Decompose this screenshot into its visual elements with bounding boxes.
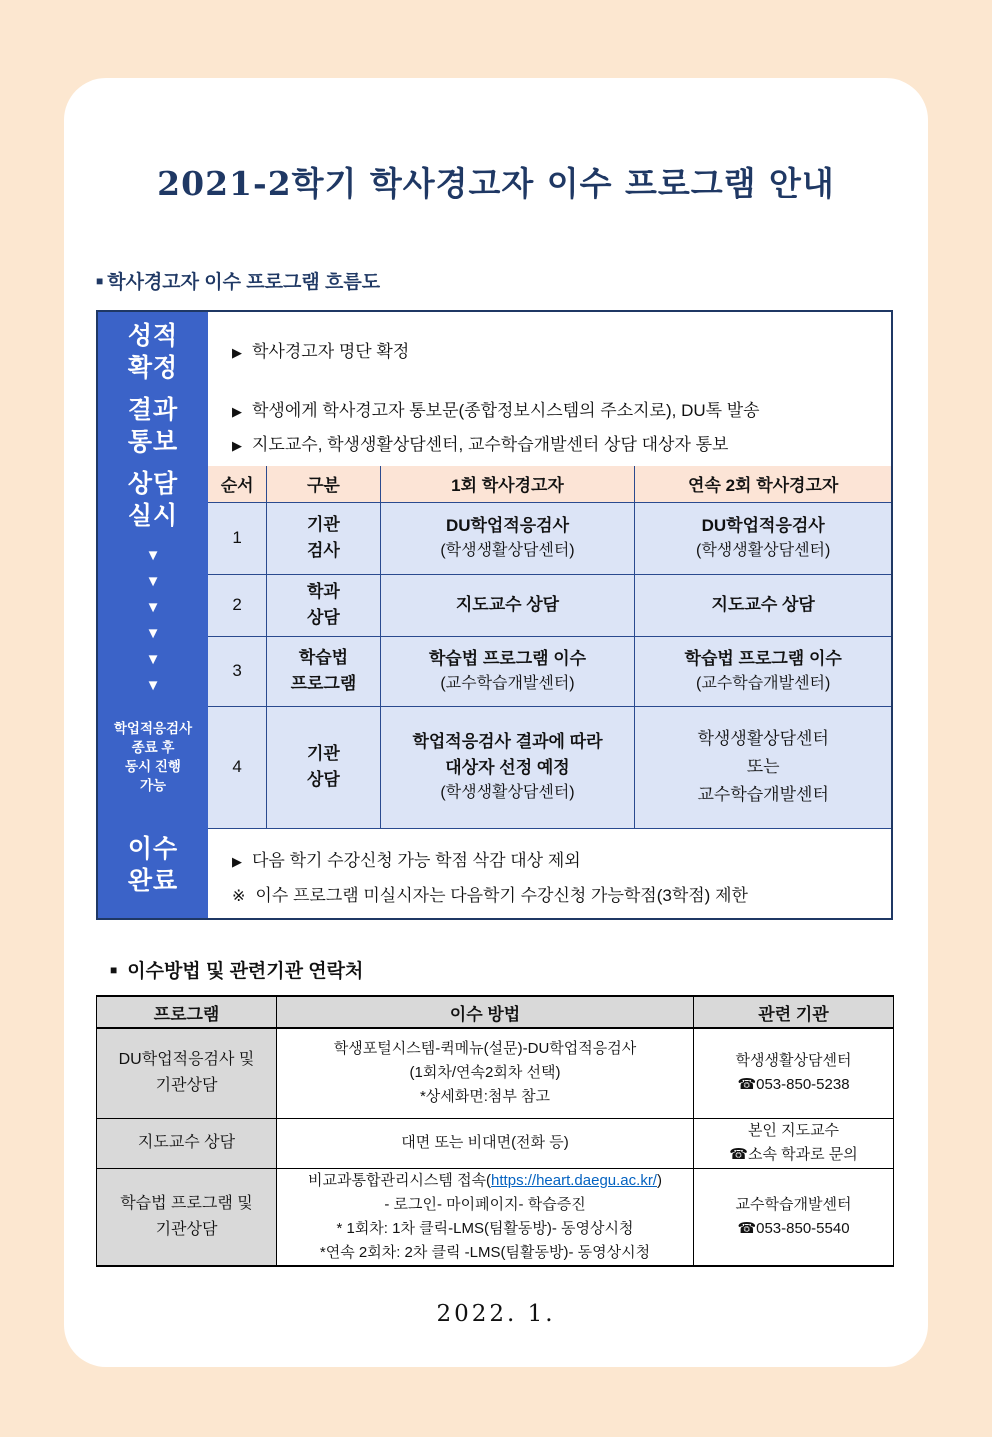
triangle-bullet-icon: ▶ xyxy=(232,404,242,419)
cell-category xyxy=(267,706,380,828)
col-header-organization: 관련 기관 xyxy=(694,996,894,1028)
cell-line: 프로그램 xyxy=(290,674,357,693)
cell-line: 기관 xyxy=(306,515,340,534)
cell-line: *상세화면:첨부 참고 xyxy=(419,1088,551,1106)
flow-step-label: 완료 xyxy=(127,867,179,895)
table-header-row xyxy=(97,996,894,1028)
cell-first-warning xyxy=(380,636,635,706)
org-phone-line: ☎053-850-5540 xyxy=(737,1219,850,1237)
arrow-down-icon: ▼ xyxy=(145,573,161,590)
cell-line: 교수학습개발센터 xyxy=(735,1195,852,1213)
cell-category xyxy=(267,636,380,706)
cell-line: DU학업적응검사 xyxy=(701,516,825,535)
document-date: 2022. 1. xyxy=(436,1301,556,1327)
flow-item-text: 지도교수, 학생생활상담센터, 교수학습개발센터 상담 대상자 통보 xyxy=(252,435,729,454)
flow-step-label: 결과 xyxy=(127,396,179,424)
table-header-row xyxy=(208,466,891,502)
flow-item-text: 다음 학기 수강신청 가능 학점 삭감 대상 제외 xyxy=(252,850,581,870)
table-row xyxy=(97,1028,894,1118)
table-row xyxy=(208,706,891,828)
table-row xyxy=(97,1168,894,1266)
flow-section-heading xyxy=(96,267,896,294)
cell-first-warning xyxy=(380,706,635,828)
flow-content xyxy=(208,312,891,918)
cell-second-warning xyxy=(635,574,891,636)
flow-step-complete xyxy=(128,833,178,897)
flow-block-result-notice xyxy=(208,387,891,464)
document-page xyxy=(64,78,928,1367)
org-phone-line: ☎053-850-5238 xyxy=(737,1076,850,1094)
cell-order: 2 xyxy=(208,574,267,636)
cell-method xyxy=(277,1028,694,1118)
cell-line: 학습법 프로그램 이수 xyxy=(684,649,842,668)
triangle-bullet-icon: ▶ xyxy=(232,853,242,869)
flow-section-heading-label: 학사경고자 이수 프로그램 흐름도 xyxy=(107,272,381,293)
cell-line-with-link xyxy=(277,1169,693,1193)
cell-line: 대면 또는 비대면(전화 등) xyxy=(401,1134,569,1151)
flowchart-table xyxy=(96,310,893,920)
triangle-bullet-icon: ▶ xyxy=(232,345,242,360)
cell-second-warning xyxy=(635,636,891,706)
flow-sidebar-note-line: 가능 xyxy=(139,778,167,793)
contact-section-heading-label: 이수방법 및 관련기관 연락처 xyxy=(127,961,364,982)
cell-line: 학생생활상담센터 xyxy=(697,729,829,748)
cell-line: (교수학습개발센터) xyxy=(440,675,575,692)
cell-line: 대상자 선정 예정 xyxy=(445,758,570,777)
flow-item-text: 학생에게 학사경고자 통보문(종합정보시스템의 주소지로), DU톡 발송 xyxy=(252,401,760,420)
cell-organization xyxy=(694,1168,894,1266)
flow-sidebar-note-line: 학업적응검사 xyxy=(113,721,193,736)
cell-line: 학습법 프로그램 이수 xyxy=(428,649,587,668)
cell-order: 4 xyxy=(208,706,267,828)
flow-item-text: 이수 프로그램 미실시자는 다음학기 수강신청 가능학점(3학점) 제한 xyxy=(255,885,748,905)
cell-line: 기관상담 xyxy=(155,1220,218,1238)
page-title: 2021-2학기 학사경고자 이수 프로그램 안내 xyxy=(157,164,835,203)
org-phone-line: ☎소속 학과로 문의 xyxy=(729,1146,858,1163)
cell-line: - 로그인- 마이페이지- 학습증진 xyxy=(384,1195,586,1213)
cell-line: * 1회차: 1차 클릭-LMS(팀활동방)- 동영상시청 xyxy=(336,1219,634,1237)
cell-order: 3 xyxy=(208,636,267,706)
flow-sidebar-note xyxy=(114,719,192,795)
flow-sidebar-note-line: 동시 진행 xyxy=(125,759,181,774)
cell-organization xyxy=(694,1118,894,1168)
col-header-category: 구분 xyxy=(267,466,380,502)
flow-item xyxy=(232,337,409,362)
table-row xyxy=(208,636,891,706)
cell-line: 지도교수 상담 xyxy=(711,595,815,614)
arrow-down-icon: ▼ xyxy=(145,547,161,564)
counsel-schedule-table xyxy=(208,466,891,829)
cell-line: (교수학습개발센터) xyxy=(696,675,831,692)
cell-line: 기관 xyxy=(306,744,340,763)
cell-line: 본인 지도교수 xyxy=(747,1122,840,1139)
cell-category xyxy=(267,502,380,574)
flow-step-result-notice xyxy=(128,394,178,458)
flow-step-label: 이수 xyxy=(127,835,179,863)
square-bullet-icon: ■ xyxy=(110,962,118,977)
contact-table xyxy=(96,995,894,1267)
col-header-method: 이수 방법 xyxy=(277,996,694,1028)
flow-step-label: 상담 xyxy=(127,470,179,498)
cell-line: 지도교수 상담 xyxy=(455,595,560,614)
cell-line: 학생생활상담센터 xyxy=(735,1052,852,1070)
cell-second-warning xyxy=(635,502,891,574)
cell-line: (학생생활상담센터) xyxy=(440,784,575,801)
cell-line: (학생생활상담센터) xyxy=(696,542,831,559)
flow-step-counsel xyxy=(128,468,178,532)
col-header-first-warning: 1회 학사경고자 xyxy=(380,466,635,502)
cell-method xyxy=(277,1118,694,1168)
table-row xyxy=(208,574,891,636)
col-header-program: 프로그램 xyxy=(97,996,277,1028)
table-row xyxy=(97,1118,894,1168)
flow-step-label: 실시 xyxy=(127,502,179,530)
arrow-down-icon: ▼ xyxy=(145,625,161,642)
cell-second-warning xyxy=(635,706,891,828)
flow-item xyxy=(232,881,891,906)
link-prefix-text: 비교과통합관리시스템 접속( xyxy=(308,1171,492,1189)
square-bullet-icon: ■ xyxy=(96,273,104,288)
arrow-down-icon: ▼ xyxy=(145,677,161,694)
cell-line: 검사 xyxy=(306,541,340,560)
cell-line: 지도교수 상담 xyxy=(137,1134,236,1151)
cell-organization xyxy=(694,1028,894,1118)
cell-line: 상담 xyxy=(306,608,340,627)
flow-item-text: 학사경고자 명단 확정 xyxy=(252,342,410,361)
cell-line: DU학업적응검사 xyxy=(445,516,570,535)
cell-first-warning xyxy=(380,574,635,636)
cell-line: 학습법 xyxy=(298,648,349,667)
flow-step-label: 통보 xyxy=(127,428,179,456)
triangle-bullet-icon: ▶ xyxy=(232,438,242,453)
cell-line: 또는 xyxy=(746,757,780,776)
flow-step-grade-confirm xyxy=(128,320,178,384)
arrow-down-icon: ▼ xyxy=(145,651,161,668)
cell-line: 학생포털시스템-퀵메뉴(설문)-DU학업적응검사 xyxy=(333,1040,637,1058)
cell-program xyxy=(97,1118,277,1168)
cell-line: (1회차/연속2회차 선택) xyxy=(409,1064,561,1082)
cell-category xyxy=(267,574,380,636)
flow-step-label: 성적 xyxy=(127,322,179,350)
cell-line: *연속 2회차: 2차 클릭 -LMS(팀활동방)- 동영상시청 xyxy=(319,1243,651,1261)
flow-block-grade-confirm xyxy=(208,312,891,387)
cell-order: 1 xyxy=(208,502,267,574)
heart-system-link[interactable]: https://heart.daegu.ac.kr/ xyxy=(491,1171,657,1189)
col-header-second-warning: 연속 2회 학사경고자 xyxy=(635,466,891,502)
reference-mark-icon: ※ xyxy=(232,887,246,905)
flow-sidebar-note-line: 종료 후 xyxy=(131,740,175,755)
flow-step-label: 확정 xyxy=(127,354,179,382)
table-row xyxy=(208,502,891,574)
flow-item xyxy=(232,430,891,455)
contact-section-heading xyxy=(96,956,896,983)
cell-line: 학습법 프로그램 및 xyxy=(120,1194,253,1212)
cell-line: 학업적응검사 결과에 따라 xyxy=(412,732,603,751)
arrow-down-icon: ▼ xyxy=(145,599,161,616)
link-suffix-text: ) xyxy=(656,1171,662,1189)
cell-line: 학과 xyxy=(306,582,340,601)
cell-first-warning xyxy=(380,502,635,574)
cell-line: 상담 xyxy=(306,770,340,789)
flow-block-complete xyxy=(208,829,891,919)
col-header-order: 순서 xyxy=(208,466,267,502)
cell-line: 기관상담 xyxy=(155,1077,218,1095)
flow-item xyxy=(232,396,891,421)
cell-method xyxy=(277,1168,694,1266)
cell-line: DU학업적응검사 및 xyxy=(118,1051,255,1069)
flow-item xyxy=(232,846,891,871)
cell-program xyxy=(97,1168,277,1266)
cell-line: (학생생활상담센터) xyxy=(440,542,575,559)
flow-sidebar xyxy=(98,312,208,918)
cell-line: 교수학습개발센터 xyxy=(697,785,829,804)
cell-program xyxy=(97,1028,277,1118)
